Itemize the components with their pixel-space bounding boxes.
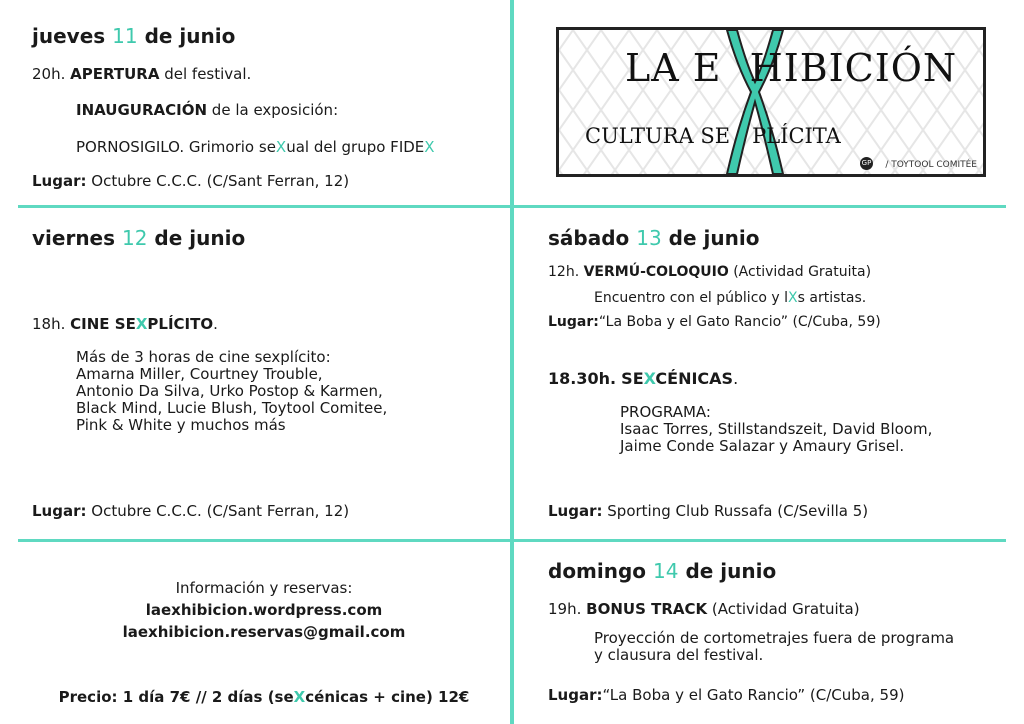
event-title: PLÍCITO [147, 315, 214, 333]
accent-x: X [275, 138, 287, 156]
day-month: de junio [154, 226, 246, 250]
programa-line: PROGRAMA: [620, 403, 711, 421]
day-heading-sabado [548, 226, 759, 250]
text: Precio: 1 día 7€ // 2 días (se [58, 688, 294, 706]
description-line: Amarna Miller, Courtney Trouble, [76, 365, 323, 383]
day-heading-domingo [548, 559, 776, 583]
horizontal-divider-top [18, 205, 1006, 208]
text: PORNOSIGILO. Grimorio se [76, 138, 276, 156]
venue-label: Lugar: [548, 686, 603, 704]
vertical-divider [510, 0, 514, 724]
day-month: de junio [144, 24, 236, 48]
event-cine-sexplicito: 18h. CINE SEXPLÍCITO. [32, 315, 218, 333]
price-info [18, 688, 510, 706]
venue-label: Lugar: [548, 314, 599, 330]
logo-x-placeholder [722, 46, 750, 90]
text: s artistas. [797, 290, 867, 306]
venue-domingo [548, 686, 904, 704]
text: ual del grupo FIDE [286, 138, 425, 156]
accent-x: X [135, 315, 148, 333]
day-word: domingo [548, 559, 647, 583]
event-title: BONUS TRACK [586, 600, 708, 618]
programa-line: Isaac Torres, Stillstandszeit, David Bloom, [620, 420, 933, 438]
event-title: APERTURA [70, 65, 160, 83]
venue-jueves [32, 172, 349, 190]
day-number: 12 [122, 226, 148, 250]
accent-x: X [424, 138, 435, 156]
venue-text: Sporting Club Russafa (C/Sevilla 5) [607, 502, 869, 520]
day-word: jueves [32, 24, 106, 48]
vermu-description [594, 289, 866, 307]
text: HIBICIÓN [749, 46, 958, 90]
event-detail: del festival. [164, 65, 252, 83]
venue-text: Octubre C.C.C. (C/Sant Ferran, 12) [91, 172, 350, 190]
text: Encuentro con el público y l [594, 290, 789, 306]
event-inauguracion [76, 101, 338, 119]
text: PLÍCITA [752, 124, 841, 148]
day-word: sábado [548, 226, 630, 250]
event-title: SE [621, 369, 644, 388]
text: CULTURA SE [585, 124, 731, 148]
text: cénicas + cine) 12€ [305, 688, 470, 706]
event-time: 18.30h. [548, 369, 617, 388]
event-time: 12h. [548, 264, 580, 280]
logo-credit: / TOYTOOL COMITÉE [885, 160, 977, 170]
description-line: Antonio Da Silva, Urko Postop & Karmen, [76, 382, 383, 400]
accent-x: X [788, 290, 798, 306]
event-bonus-track [548, 600, 860, 618]
cine-description [76, 349, 387, 434]
event-title: CINE SE [70, 315, 136, 333]
venue-sabado-2 [548, 502, 868, 520]
event-title: INAUGURACIÓN [76, 101, 208, 119]
venue-text: “La Boba y el Gato Rancio” (C/Cuba, 59) [598, 314, 881, 330]
day-number: 11 [112, 24, 138, 48]
description-line: y clausura del festival. [594, 646, 764, 664]
event-time: 20h. [32, 65, 66, 83]
description-line: Pink & White y muchos más [76, 416, 286, 434]
event-detail: (Actividad Gratuita) [733, 264, 872, 280]
venue-viernes [32, 502, 349, 520]
day-heading-viernes [32, 226, 245, 250]
event-sexcenicas: 18.30h. SEXCÉNICAS. [548, 369, 739, 388]
venue-label: Lugar: [32, 502, 87, 520]
la-exhibicion-logo [556, 27, 986, 177]
description-line: Más de 3 horas de cine sexplícito: [76, 348, 331, 366]
venue-label: Lugar: [32, 172, 87, 190]
horizontal-divider-bottom [18, 539, 1006, 542]
exposicion-title [76, 138, 435, 156]
email-link[interactable]: laexhibicion.reservas@gmail.com [122, 623, 406, 641]
website-link[interactable]: laexhibicion.wordpress.com [145, 601, 383, 619]
venue-sabado-1 [548, 313, 881, 331]
text: LA E [625, 46, 722, 90]
accent-x: X [643, 369, 656, 388]
venue-text: Octubre C.C.C. (C/Sant Ferran, 12) [91, 502, 350, 520]
description-line: Proyección de cortometrajes fuera de programa [594, 629, 955, 647]
event-vermu-coloquio [548, 263, 871, 281]
logo-title [625, 46, 957, 90]
event-apertura [32, 65, 251, 83]
day-heading-jueves [32, 24, 235, 48]
event-time: 18h. [32, 315, 66, 333]
day-month: de junio [685, 559, 777, 583]
venue-text: “La Boba y el Gato Rancio” (C/Cuba, 59) [602, 686, 905, 704]
description-line: Black Mind, Lucie Blush, Toytool Comitee, [76, 399, 388, 417]
event-time: 19h. [548, 600, 582, 618]
logo-subtitle [585, 124, 841, 148]
accent-x: X [293, 688, 306, 706]
day-number: 13 [636, 226, 662, 250]
event-title: CÉNICAS [655, 369, 734, 388]
day-month: de junio [668, 226, 760, 250]
credit-mark-icon: GP [860, 157, 873, 170]
event-detail: de la exposición: [211, 101, 339, 119]
event-title: VERMÚ-COLOQUIO [583, 264, 729, 280]
bonus-description [594, 630, 954, 664]
info-heading: Información y reservas: [175, 579, 353, 597]
day-number: 14 [653, 559, 679, 583]
programa-list [620, 404, 932, 455]
venue-label: Lugar: [548, 502, 603, 520]
event-detail: (Actividad Gratuita) [711, 600, 860, 618]
day-word: viernes [32, 226, 116, 250]
programa-line: Jaime Conde Salazar y Amaury Grisel. [620, 437, 905, 455]
